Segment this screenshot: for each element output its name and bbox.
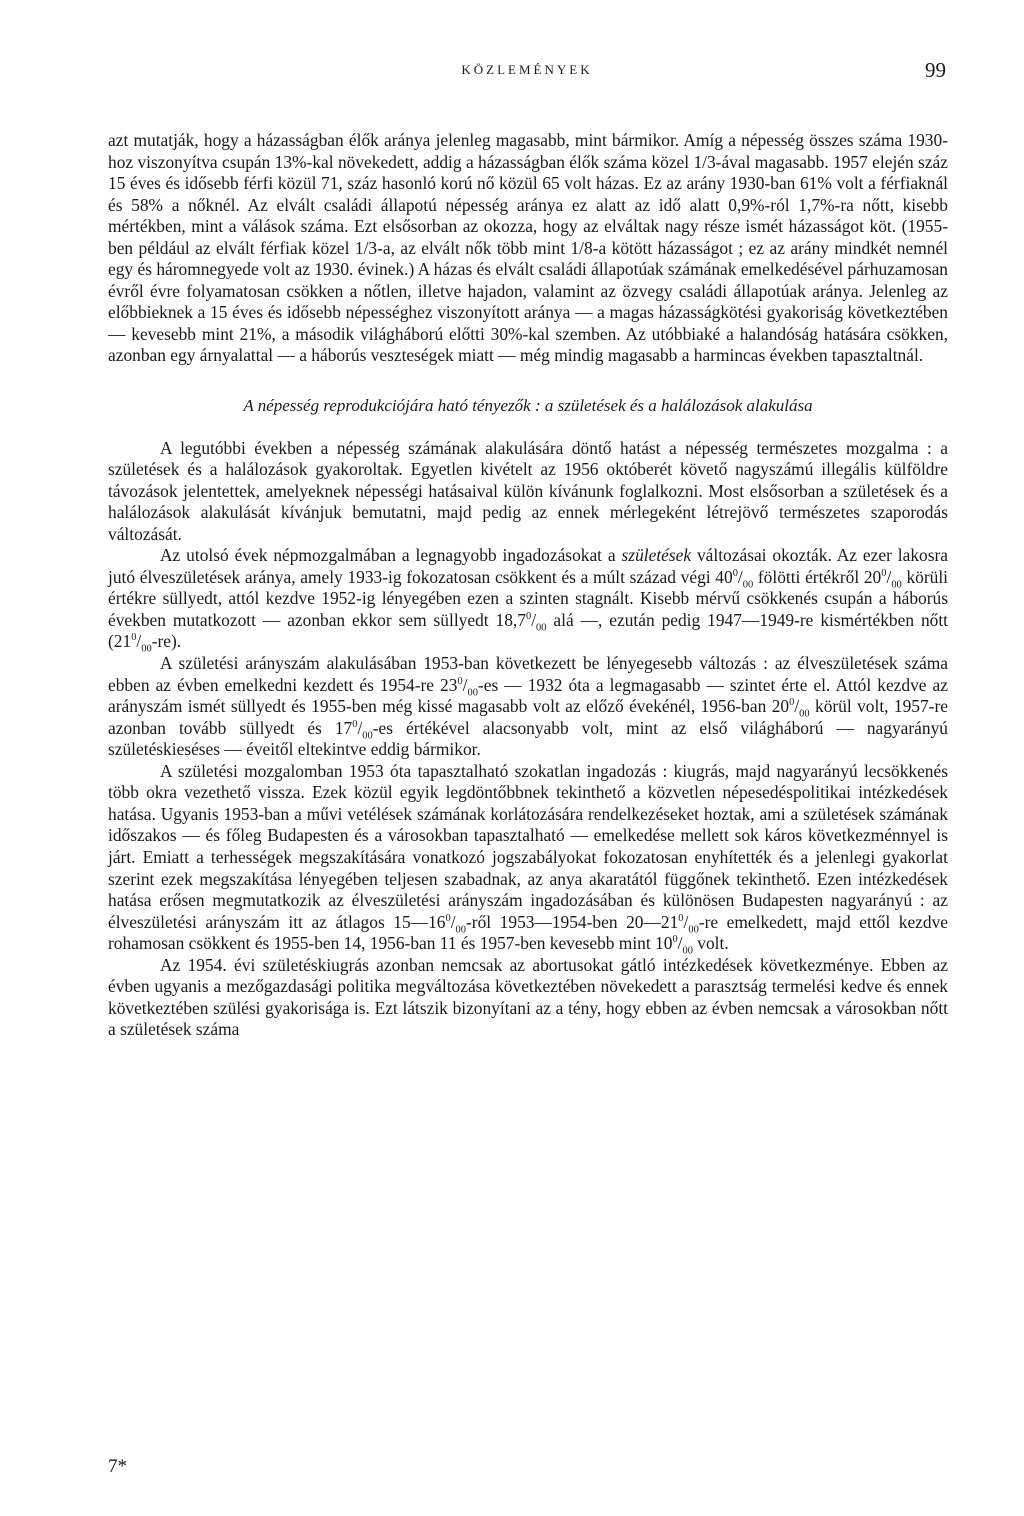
paragraph-p2: A legutóbbi években a népesség számának alakulására döntő hatást a népesség természetes mozgalma : a születések és a halálozások gyakoroltak. Egyetlen kivételt az 1956 októberét követő nagyszámú illegális külföldre távozások jelentettek, amelyeknek népességi hatásaival külön kívánunk foglalkozni. Most elsősorban a születések és a halálozások alakulását kívánjuk bemutatni, majd pedig az ennek mérlegeként létrejövő természetes szaporodás változását. bbox=[108, 437, 948, 544]
signature-mark: 7* bbox=[108, 1456, 127, 1477]
page-header bbox=[108, 58, 946, 88]
section-heading: A népesség reprodukciójára ható tényezők : a születések és a halálozások alakulása bbox=[243, 396, 813, 416]
body-text bbox=[108, 130, 948, 1041]
paragraph-p5: A születési mozgalomban 1953 óta tapasztalható szokatlan ingadozás : kiugrás, majd nagyarányú lecsökkenés több okra vezethető vissza. Ezek közül egyik legdöntőbbnek tekinthető a közvetlen népesedéspolitikai intézkedések hatása. Ugyanis 1953-ban a művi vetélések számának korlátozására rendelkezéseket hoztak, ami a születések számának időszakos — és főleg Budapesten és a városokban tapasztalható — emelkedése mellett sok káros következménnyel is járt. Emiatt a terhességek megszakítására vonatkozó jogszabályokat fokozatosan enyhítették és a jelenlegi gyakorlat szerint ezek megszakítása lényegében teljesen szabadnak, az anya akaratától függőnek tekinthető. Ezen intézkedések hatása erősen megmutatkozik az élveszületési arányszám ingadozásában és különösen Budapesten nagyarányú : az élveszületési arányszám itt az átlagos $15—16^0/_{00}$-ről 1953—1954-ben $20—21^0/_{00}-re$ emelkedett, majd ettől kezdve rohamosan csökkent és 1955-ben 14, 1956-ban 11 és 1957-ben kevesebb mint $10^0/_{00}$ volt. bbox=[108, 760, 948, 957]
paragraph-p1: azt mutatják, hogy a házasságban élők aránya jelenleg magasabb, mint bármikor. Amíg a népesség összes száma 1930-hoz viszonyítva csupán 13%-kal növekedett, addig a házasságban élők száma közel 1/3-ával magasabb. 1957 elején száz 15 éves és idősebb férfi közül 71, száz hasonló korú nő közül 65 volt házas. Ez az arány 1930-ban 61% volt a férfiaknál és 58% a nőknél. Az elvált családi állapotú népesség aránya ez alatt az idő alatt 0,9%-ról 1,7%-ra nőtt, kisebb mértékben, mint a válások száma. Ezt elsősorban az okozza, hogy az elváltak nagy része ismét házasságot köt. (1955-ben például az elvált férfiak közel 1/3-a, az elvált nők több mint 1/8-a kötött házasságot ; ez az arány mindkét nemnél egy és háromnegyede volt az 1930. évinek.) A házas és elvált családi állapotúak számának emelkedésével párhuzamosan évről évre folyamatosan csökken a nőtlen, illetve hajadon, valamint az özvegy családi állapotúak aránya. Jelenleg az előbbieknek a 15 éves és idősebb népességhez viszonyított aránya — a magas házasságkötési gyakoriság következtében — kevesebb mint 21%, a második világháború előtti 30%-kal szemben. Az utóbbiaké a halandóság hatására csökken, azonban egy árnyalattal — a háborús veszteségek miatt — még mindig magasabb a harmincas években tapasztaltnál. bbox=[108, 130, 948, 366]
paragraph-p3: Az utolsó évek népmozgalmában a legnagyobb ingadozásokat a születések változásai okozták. Az ezer lakosra jutó élveszületések aránya, amely 1933-ig fokozatosan csökkent és a múlt század végi $40^0/_{00}$ fölötti értékről $20^0/_{00}$ körüli értékre süllyedt, attól kezdve 1952-ig lényegében ezen a szinten stagnált. Kisebb mérvű csökkenés csupán a háborús években mutatkozott — azonban ekkor sem süllyedt $18,7^0/_{00}$ alá —, ezután pedig 1947—1949-re kismértékben nőtt $(21^0/_{00}-re)$. bbox=[108, 545, 948, 655]
paragraph-p6: Az 1954. évi születéskiugrás azonban nemcsak az abortusokat gátló intézkedések következménye. Ebben az évben ugyanis a mezőgazdasági politika megváltozása következtében növekedett a parasztság termelési kedve és ennek következtében szülési gyakorisága is. Ezt látszik bizonyítani az a tény, hogy ebben az évben nemcsak a városokban nőtt a születések száma bbox=[108, 954, 948, 1040]
page-number: 99 bbox=[925, 58, 946, 82]
paragraph-p4: A születési arányszám alakulásában 1953-ban következett be lényegesebb változás : az élveszületések száma ebben az évben emelkedni kezdett és 1954-re $23^0/_{00}-es$ — 1932 óta a legmagasabb — szintet érte el. Attól kezdve az arányszám ismét süllyedt és 1955-ben még kissé magasabb volt az előző évekénél, 1956-ban $20^0/_{00}$ körül volt, 1957-re azonban tovább süllyedt és $17^0/_{00}-es$ értékével alacsonyabb volt, mint az első világháború — nagyarányú születéskieséses — éveitől eltekintve eddig bármikor. bbox=[108, 653, 948, 760]
running-head: KÖZLEMÉNYEK bbox=[461, 62, 593, 77]
